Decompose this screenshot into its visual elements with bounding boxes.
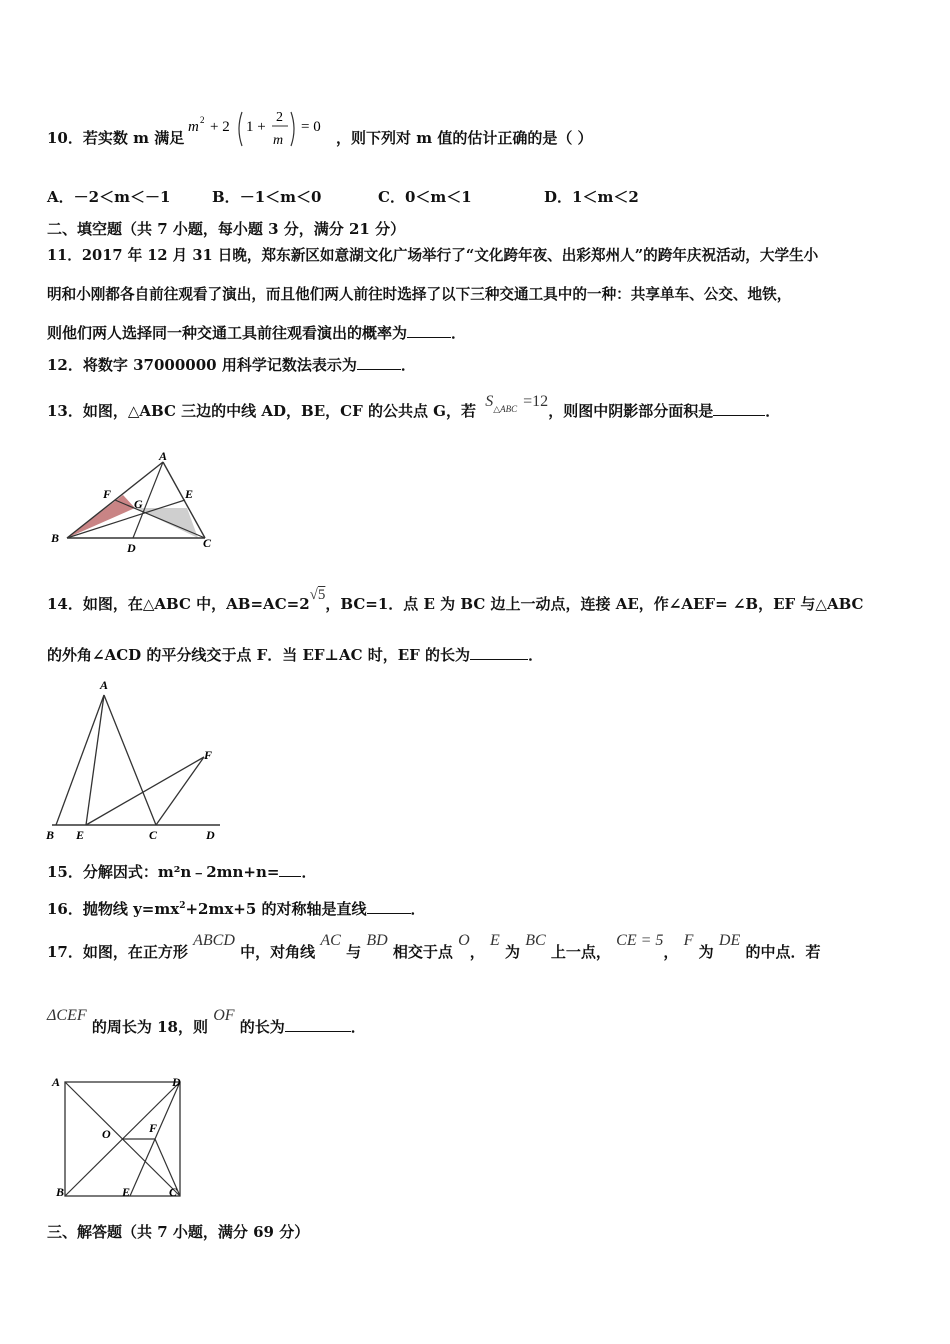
section-2-heading: 二、填空题（共 7 小题，每小题 3 分，满分 21 分）	[47, 220, 406, 238]
q13-label-e: E	[185, 487, 194, 501]
q10-plus2: + 2	[210, 119, 230, 135]
q10-one: 1 +	[246, 119, 266, 135]
q10-post: ，则下列对 m 值的估计正确的是（ ）	[336, 129, 593, 147]
q11-line-2: 明和小刚都各自前往观看了演出，而且他们两人前往时选择了以下三种交通工具中的一种：共享单车、公交、地铁，	[47, 286, 792, 303]
q13-label-d: D	[127, 541, 136, 555]
q13-sub: △ABC	[493, 404, 518, 414]
q13-label-c: C	[203, 536, 212, 550]
q10-line	[47, 128, 184, 148]
q13-answer-blank[interactable]	[713, 401, 765, 416]
q17-line-2: ΔCEF 的周长为 18，则 OF 的长为 ．	[47, 1007, 366, 1036]
q14-label-f: F	[204, 748, 213, 762]
q10-eq: = 0	[301, 119, 321, 135]
q10-option-d[interactable]: D．1＜m＜2	[544, 188, 639, 206]
q10-sq: 2	[200, 115, 205, 125]
q15-answer-blank[interactable]	[279, 862, 301, 877]
q10-option-b[interactable]: B．－1＜m＜0	[212, 188, 322, 206]
q11-answer-blank[interactable]	[407, 323, 451, 338]
q14-sqrt: √5	[309, 587, 326, 603]
q17-label-d: D	[172, 1075, 181, 1089]
q14-line-1: 14．如图，在△ABC 中，AB=AC=2√5，BC=1．点 E 为 BC 边上一动点，连接 AE，作∠AEF= ∠B，EF 与△ABC	[47, 587, 864, 613]
q10-option-a[interactable]: A．－2＜m＜－1	[47, 188, 171, 206]
q13-label-g: G	[134, 497, 143, 511]
q10-m: m	[188, 119, 199, 135]
q10-num: 2	[276, 110, 283, 125]
section-3-heading: 三、解答题（共 7 小题，满分 69 分）	[47, 1223, 310, 1241]
q14-answer-blank[interactable]	[470, 645, 528, 660]
q17-label-e: E	[122, 1185, 131, 1199]
q11-line-3: 则他们两人选择同一种交通工具前往观看演出的概率为 ．	[47, 324, 467, 342]
q17-label-a: A	[52, 1075, 61, 1089]
q12-line: 12．将数字 37000000 用科学记数法表示为 ．	[47, 356, 416, 374]
q13-line: 13．如图，△ABC 三边的中线 AD，BE，CF 的公共点 G，若 $S^{\triangle ABC} =12$，则图中阴影部分面积是 ．	[47, 393, 781, 420]
q13-label-f: F	[103, 487, 112, 501]
q15-line: 15．分解因式：m²n﹣2mn+n= ．	[47, 863, 317, 881]
q12-answer-blank[interactable]	[357, 355, 401, 370]
q14-label-b: B	[46, 828, 55, 842]
q17-label-o: O	[102, 1127, 111, 1141]
q14-label-e: E	[76, 828, 85, 842]
q17-label-b: B	[56, 1185, 65, 1199]
q16-answer-blank[interactable]	[367, 899, 411, 914]
q14-line-2: 的外角∠ACD 的平分线交于点 F．当 EF⊥AC 时，EF 的长为 ．	[47, 646, 544, 664]
q13-s: S	[485, 393, 494, 410]
q17-answer-blank[interactable]	[285, 1017, 351, 1032]
q14-figure	[44, 675, 224, 845]
q10-option-c[interactable]: C．0＜m＜1	[378, 188, 472, 206]
q17-label-f: F	[149, 1121, 158, 1135]
q13-figure	[45, 450, 225, 560]
q13-label-a: A	[159, 450, 168, 463]
q13-label-b: B	[51, 531, 60, 545]
q10-formula	[186, 104, 336, 154]
q14-label-c: C	[149, 828, 158, 842]
q10-den: m	[273, 133, 284, 148]
q10-stem: 10．若实数 m 满足	[47, 129, 185, 147]
q13-eq: =12	[523, 393, 549, 410]
q17-label-c: C	[169, 1185, 178, 1199]
q11-line-1: 11．2017 年 12 月 31 日晚，郑东新区如意湖文化广场举行了“文化跨年夜、出彩郑州人”的跨年庆祝活动，大学生小	[47, 247, 819, 264]
q14-label-a: A	[100, 678, 109, 692]
q17-figure	[48, 1068, 198, 1203]
q14-label-d: D	[206, 828, 215, 842]
q16-line: 16．抛物线 $y=mx^2+2mx+5$ 的对称轴是直线 ．	[47, 900, 426, 918]
q17-line-1: 17．如图，在正方形 ABCD 中，对角线 AC 与 BD 相交于点 O， E 为 BC 上一点， CE = 5， F 为 DE 的中点．若	[47, 932, 821, 961]
